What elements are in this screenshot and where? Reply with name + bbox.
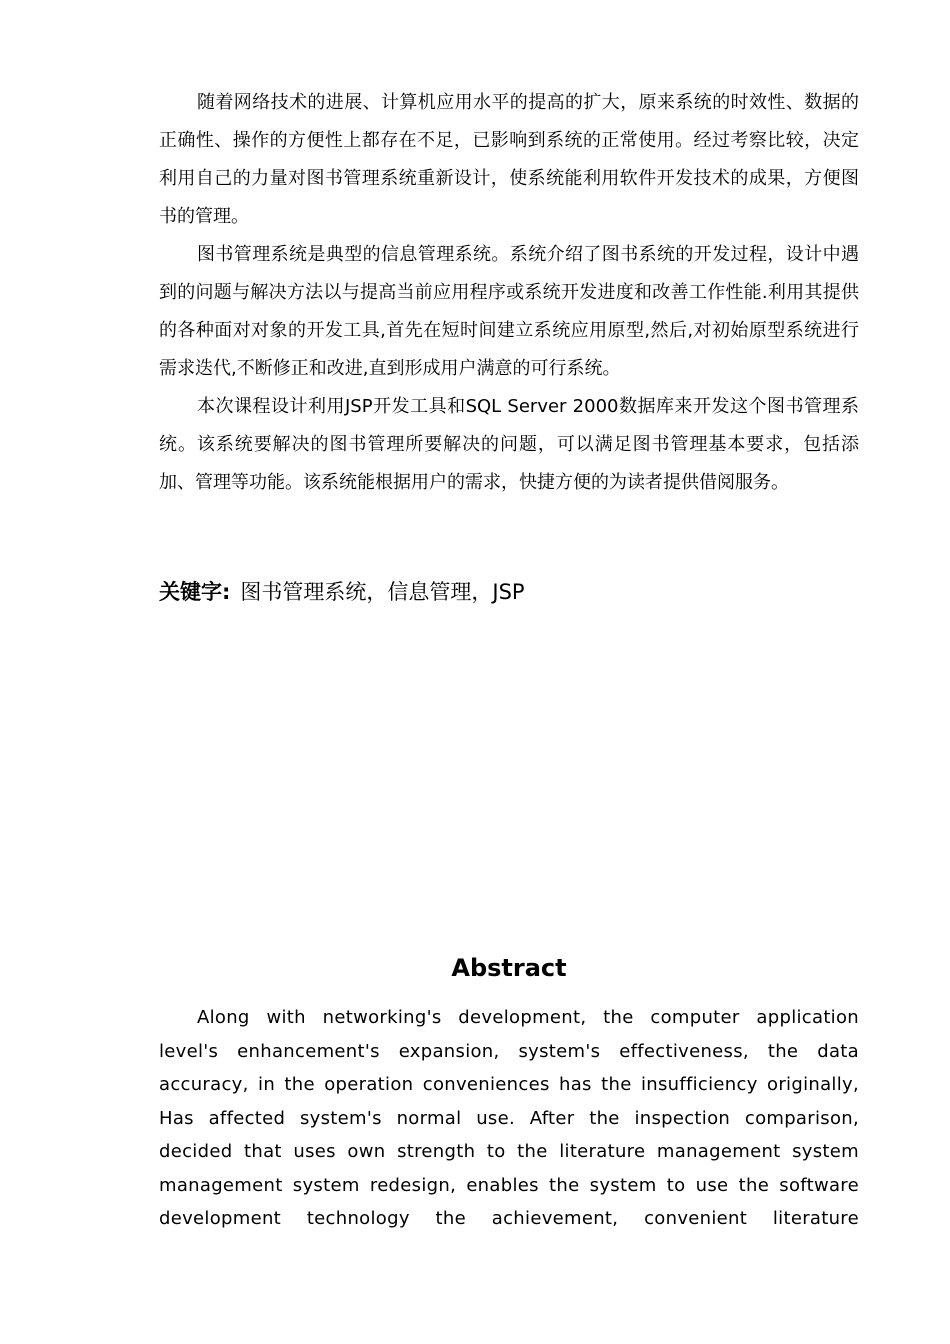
chinese-abstract-body	[159, 84, 859, 502]
keywords-label: 关键字:	[159, 580, 231, 604]
english-abstract-body	[159, 1001, 859, 1236]
chinese-paragraph-1: 随着网络技术的进展、计算机应用水平的提高的扩大，原来系统的时效性、数据的正确性、操作的方便性上都存在不足，已影响到系统的正常使用。经过考察比较，决定利用自己的力量对图书管理系统重新设计，使系统能利用软件开发技术的成果，方便图书的管理。	[159, 92, 859, 227]
keywords-line	[159, 572, 859, 612]
chinese-paragraph-2: 图书管理系统是典型的信息管理系统。系统介绍了图书系统的开发过程，设计中遇到的问题与解决方法以与提高当前应用程序或系统开发进度和改善工作性能.利用其提供的各种面对对象的开发工具,首先在短时间建立系统应用原型,然后,对初始原型系统进行需求迭代,不断修正和改进,直到形成用户满意的可行系统。	[159, 244, 859, 379]
abstract-heading: Abstract	[451, 954, 567, 982]
english-paragraph: Along with networking's development, the computer application level's enhancement's expansion, system's effectiveness, the data accuracy, in the operation conveniences has the insufficiency originally, Has affected system's normal use. After the inspection comparison, decided that uses own strength to the literature management system management system redesign, enables the system to use the software development technology the achievement, convenient literature	[159, 1007, 859, 1229]
keywords-value: 图书管理系统，信息管理，JSP	[240, 580, 525, 604]
chinese-paragraph-3: 本次课程设计利用JSP开发工具和SQL Server 2000数据库来开发这个图书管理系统。该系统要解决的图书管理所要解决的问题，可以满足图书管理基本要求，包括添加、管理等功能。该系统能根据用户的需求，快捷方便的为读者提供借阅服务。	[159, 396, 859, 493]
